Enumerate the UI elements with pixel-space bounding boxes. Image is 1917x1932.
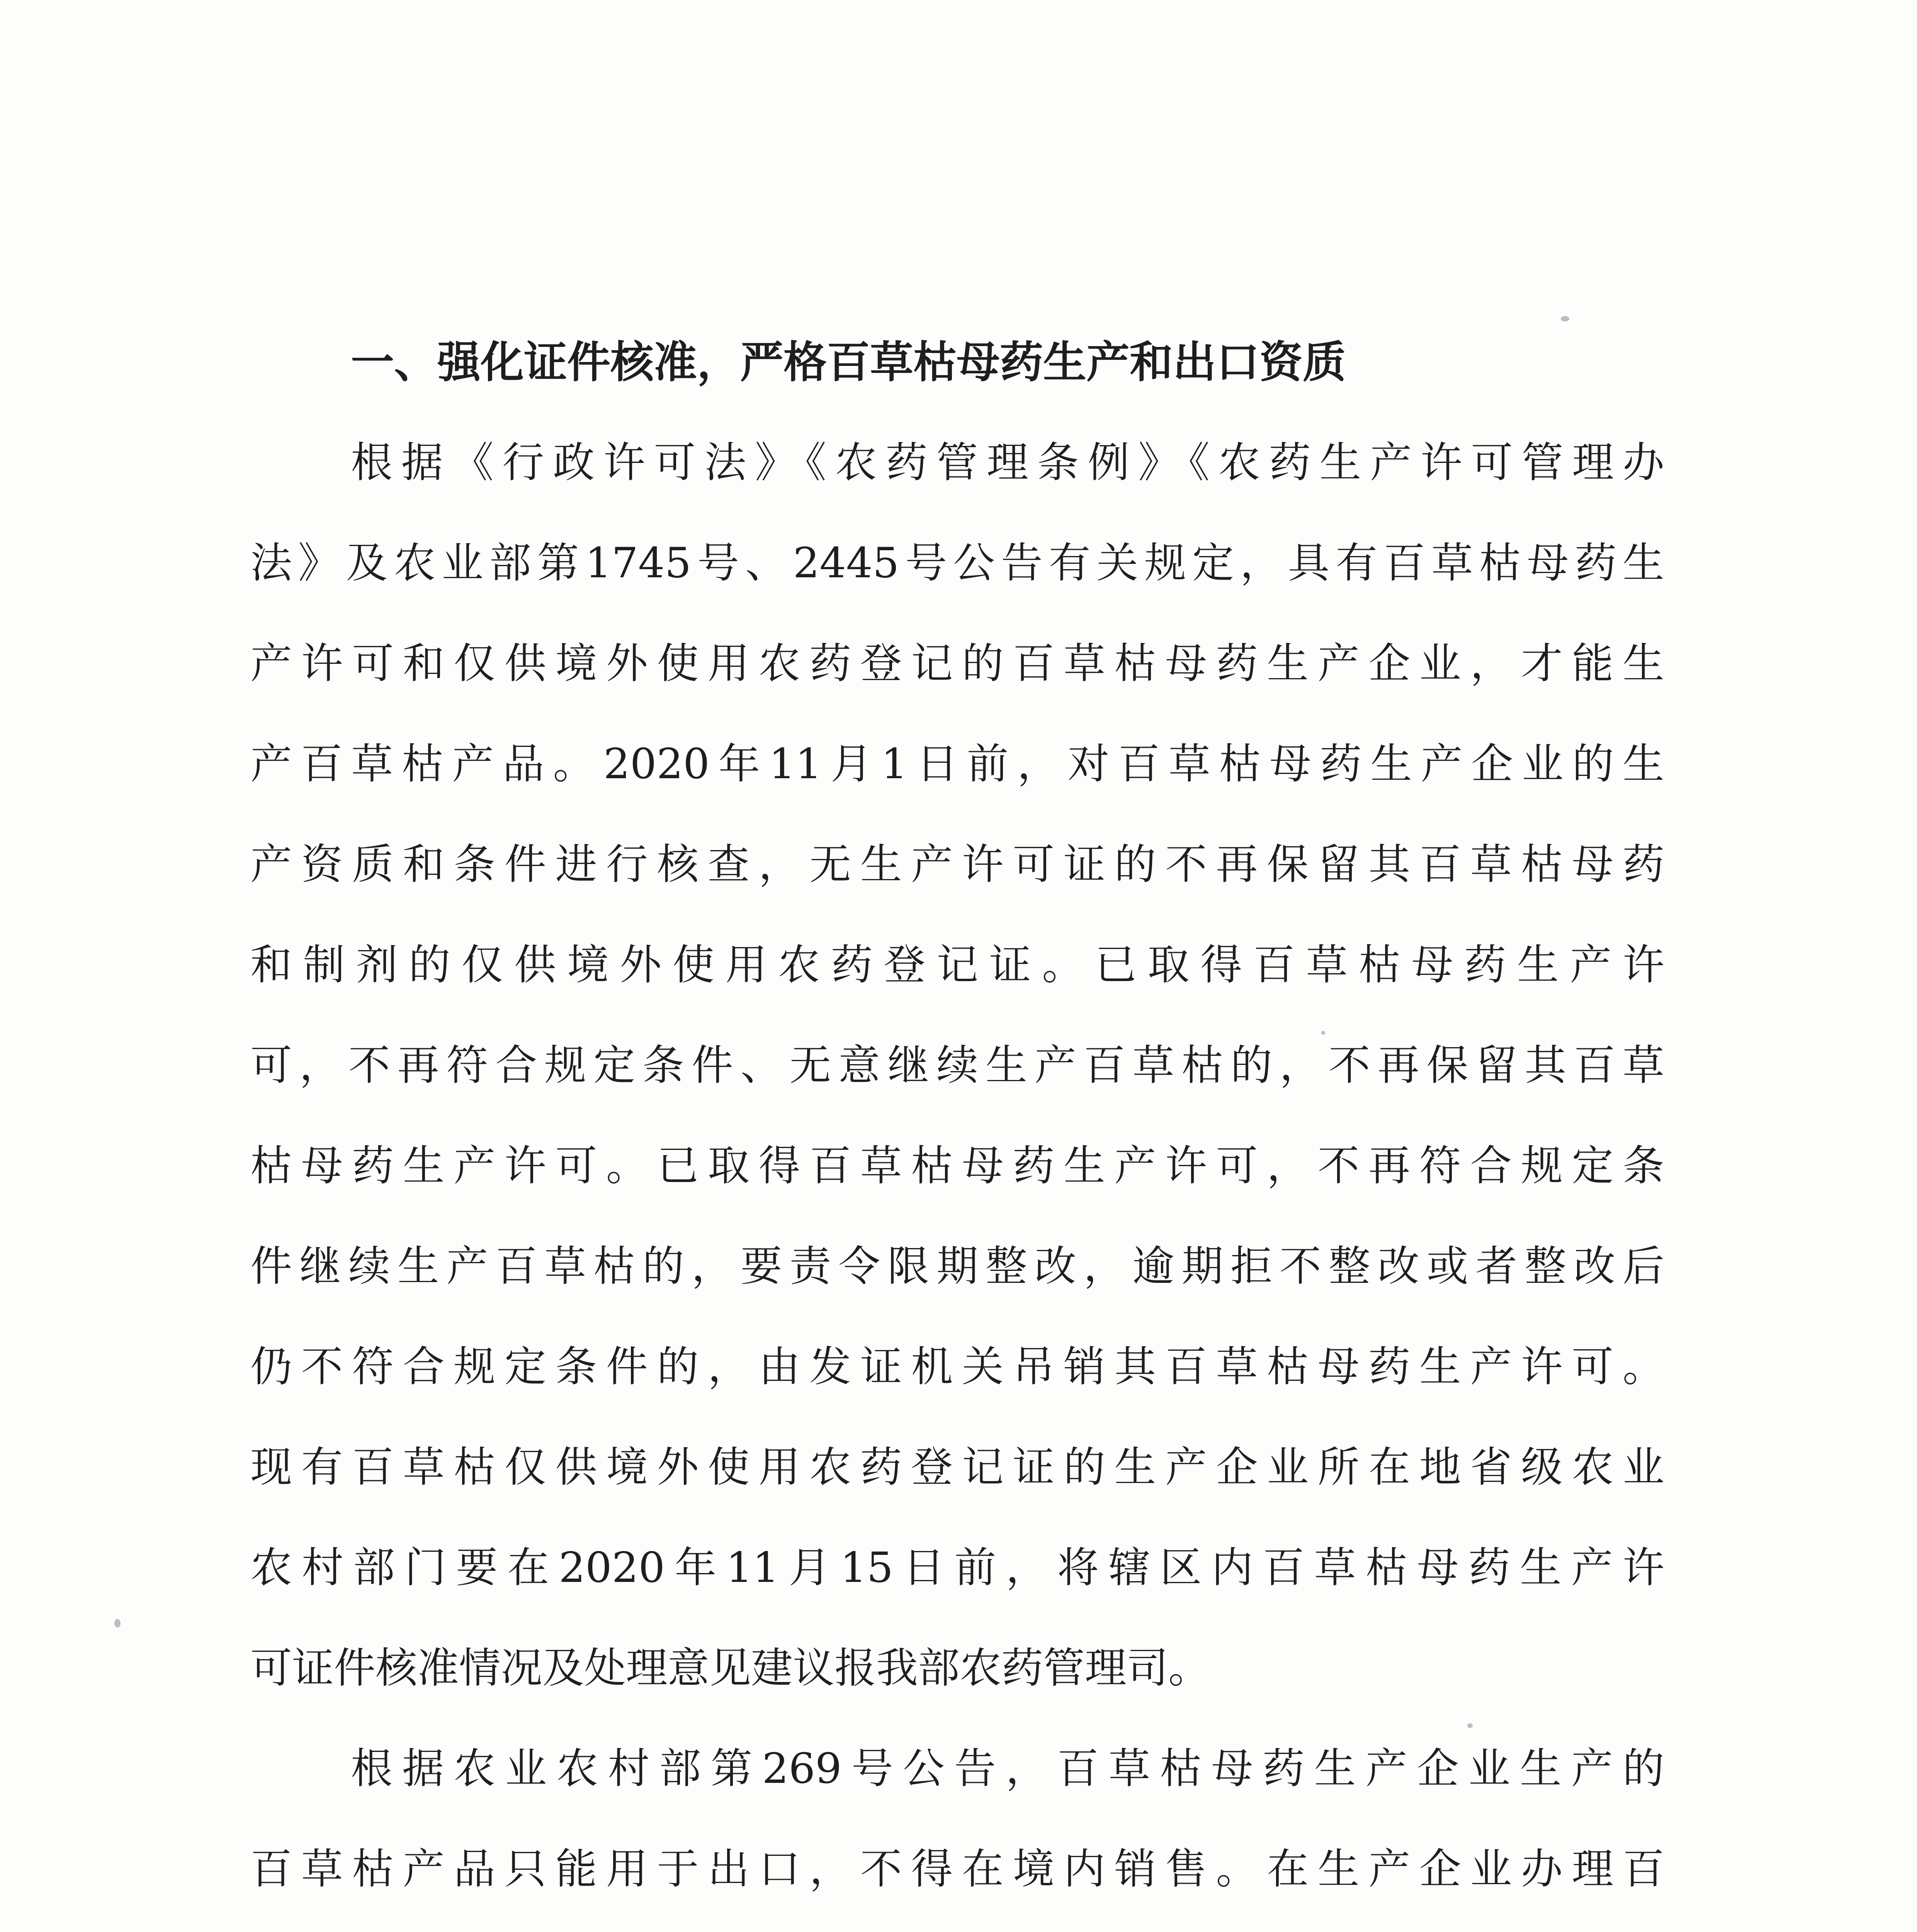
- paragraph-2-line: [250, 1920, 1664, 1932]
- paragraph-1-line: 枯母药生产许可。已取得百草枯母药生产许可，不再符合规定条: [250, 1142, 1664, 1190]
- paragraph-2-line: 百草枯产品只能用于出口，不得在境内销售。在生产企业办理百: [250, 1845, 1664, 1893]
- paragraph-1-line: 产百草枯产品。2020年11月1日前，对百草枯母药生产企业的生: [250, 740, 1664, 788]
- paragraph-1-line: 产资质和条件进行核查，无生产许可证的不再保留其百草枯母药: [250, 840, 1664, 889]
- paragraph-1-line: 可，不再符合规定条件、无意继续生产百草枯的，不再保留其百草: [250, 1041, 1664, 1090]
- paragraph-1-line: 件继续生产百草枯的，要责令限期整改，逾期拒不整改或者整改后: [250, 1242, 1664, 1291]
- scan-speck: [114, 1619, 121, 1628]
- scan-speck: [1467, 1723, 1473, 1728]
- section-heading: 一、强化证件核准，严格百草枯母药生产和出口资质: [351, 337, 1346, 388]
- scan-speck: [1561, 316, 1569, 321]
- paragraph-1-line: 产许可和仅供境外使用农药登记的百草枯母药生产企业，才能生: [250, 639, 1664, 688]
- paragraph-1-line: 法》及农业部第1745号、2445号公告有关规定，具有百草枯母药生: [250, 539, 1664, 587]
- scan-speck: [1321, 1031, 1325, 1035]
- paragraph-1-line: 农村部门要在2020年11月15日前，将辖区内百草枯母药生产许: [250, 1544, 1664, 1592]
- paragraph-2-line: 根据农业农村部第269号公告，百草枯母药生产企业生产的: [351, 1745, 1664, 1793]
- paragraph-1-line: 可证件核准情况及处理意见建议报我部农药管理司。: [250, 1644, 1210, 1692]
- paragraph-1-line: 和制剂的仅供境外使用农药登记证。已取得百草枯母药生产许: [250, 941, 1664, 989]
- paragraph-1-line: 仍不符合规定条件的，由发证机关吊销其百草枯母药生产许可。: [250, 1343, 1664, 1391]
- paragraph-1-line: 现有百草枯仅供境外使用农药登记证的生产企业所在地省级农业: [250, 1443, 1664, 1492]
- paragraph-1-line: 根据《行政许可法》《农药管理条例》《农药生产许可管理办: [351, 439, 1664, 487]
